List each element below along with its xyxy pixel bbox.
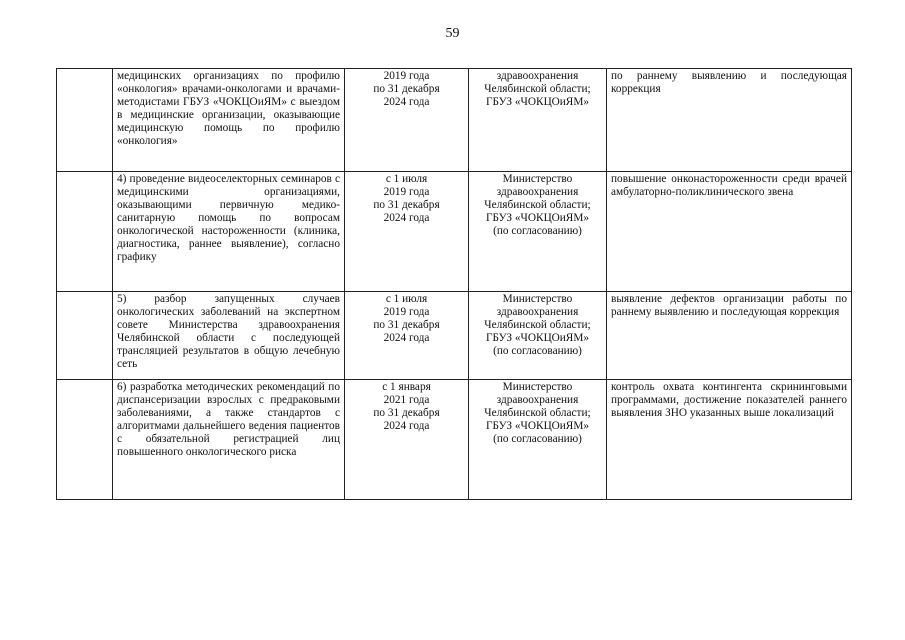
page-number: 59	[445, 26, 460, 41]
responsible-line: ГБУЗ «ЧОКЦОиЯМ»	[485, 212, 590, 224]
table-row	[57, 172, 852, 292]
date-line: 2024 года	[383, 212, 430, 224]
responsible-line: ГБУЗ «ЧОКЦОиЯМ»	[485, 332, 590, 344]
date-line: по 31 декабря	[373, 319, 440, 331]
row-number-cell	[57, 172, 113, 292]
responsible-line: здравоохранения	[496, 186, 579, 198]
date-line: 2024 года	[383, 420, 430, 432]
date-line: 2024 года	[383, 332, 430, 344]
responsible-line: Челябинской области;	[484, 407, 591, 419]
responsible-line: Челябинской области;	[484, 199, 591, 211]
responsible-line: Министерство	[502, 381, 573, 393]
responsible-line: Министерство	[502, 173, 573, 185]
date-line: с 1 января	[382, 381, 431, 393]
date-line: 2019 года	[383, 70, 430, 82]
responsible-line: здравоохранения	[496, 70, 579, 82]
responsible-line: ГБУЗ «ЧОКЦОиЯМ»	[485, 420, 590, 432]
responsible-line: здравоохранения	[496, 394, 579, 406]
responsible-cell	[469, 69, 607, 172]
result-cell: по раннему выявлению и последующая коррекция	[607, 69, 852, 172]
date-line: с 1 июля	[385, 173, 428, 185]
measures-table	[56, 68, 852, 500]
responsible-line: (по согласованию)	[493, 225, 582, 237]
row-number-cell	[57, 380, 113, 500]
responsible-cell	[469, 172, 607, 292]
responsible-line: ГБУЗ «ЧОКЦОиЯМ»	[485, 96, 590, 108]
row-number-cell	[57, 292, 113, 380]
date-line: по 31 декабря	[373, 199, 440, 211]
activity-cell: 4) проведение видеоселекторных семинаров с медицинскими организациями, оказывающими первичную медико-санитарную помощь по вопросам онкологической настороженности (клиника, диагностика, раннее выявление), согласно графику	[113, 172, 345, 292]
responsible-line: Челябинской области;	[484, 319, 591, 331]
activity-cell: медицинских организациях по профилю «онкология» врачами-онкологами и врачами-методистами ГБУЗ «ЧОКЦОиЯМ» с выездом в медицинские организации, оказывающие медицинскую помощь по профилю «онкология»	[113, 69, 345, 172]
date-line: 2019 года	[383, 186, 430, 198]
result-cell: повышение онконастороженности среди врачей амбулаторно-поликлинического звена	[607, 172, 852, 292]
date-line: 2021 года	[383, 394, 430, 406]
responsible-cell	[469, 292, 607, 380]
table-row	[57, 69, 852, 172]
table-row	[57, 292, 852, 380]
date-line: с 1 июля	[385, 293, 428, 305]
result-cell: контроль охвата контингента скрининговыми программами, достижение показателей раннего выявления ЗНО указанных выше локализаций	[607, 380, 852, 500]
responsible-cell	[469, 380, 607, 500]
dates-cell	[345, 69, 469, 172]
responsible-line: (по согласованию)	[493, 345, 582, 357]
responsible-line: (по согласованию)	[493, 433, 582, 445]
dates-cell	[345, 380, 469, 500]
table-row	[57, 380, 852, 500]
date-line: 2024 года	[383, 96, 430, 108]
date-line: по 31 декабря	[373, 407, 440, 419]
responsible-line: здравоохранения	[496, 306, 579, 318]
responsible-line: Челябинской области;	[484, 83, 591, 95]
dates-cell	[345, 292, 469, 380]
responsible-line: Министерство	[502, 293, 573, 305]
date-line: по 31 декабря	[373, 83, 440, 95]
date-line: 2019 года	[383, 306, 430, 318]
activity-cell: 6) разработка методических рекомендаций по диспансеризации взрослых с предраковыми заболеваниями, а также стандартов с алгоритмами дальнейшего ведения пациентов с обязательной регистрацией лиц повышенного онкологического риска	[113, 380, 345, 500]
dates-cell	[345, 172, 469, 292]
result-cell: выявление дефектов организации работы по раннему выявлению и последующая коррекция	[607, 292, 852, 380]
activity-cell: 5) разбор запущенных случаев онкологических заболеваний на экспертном совете Министерства здравоохранения Челябинской области с последующей трансляцией результатов в общую лечебную сеть	[113, 292, 345, 380]
row-number-cell	[57, 69, 113, 172]
